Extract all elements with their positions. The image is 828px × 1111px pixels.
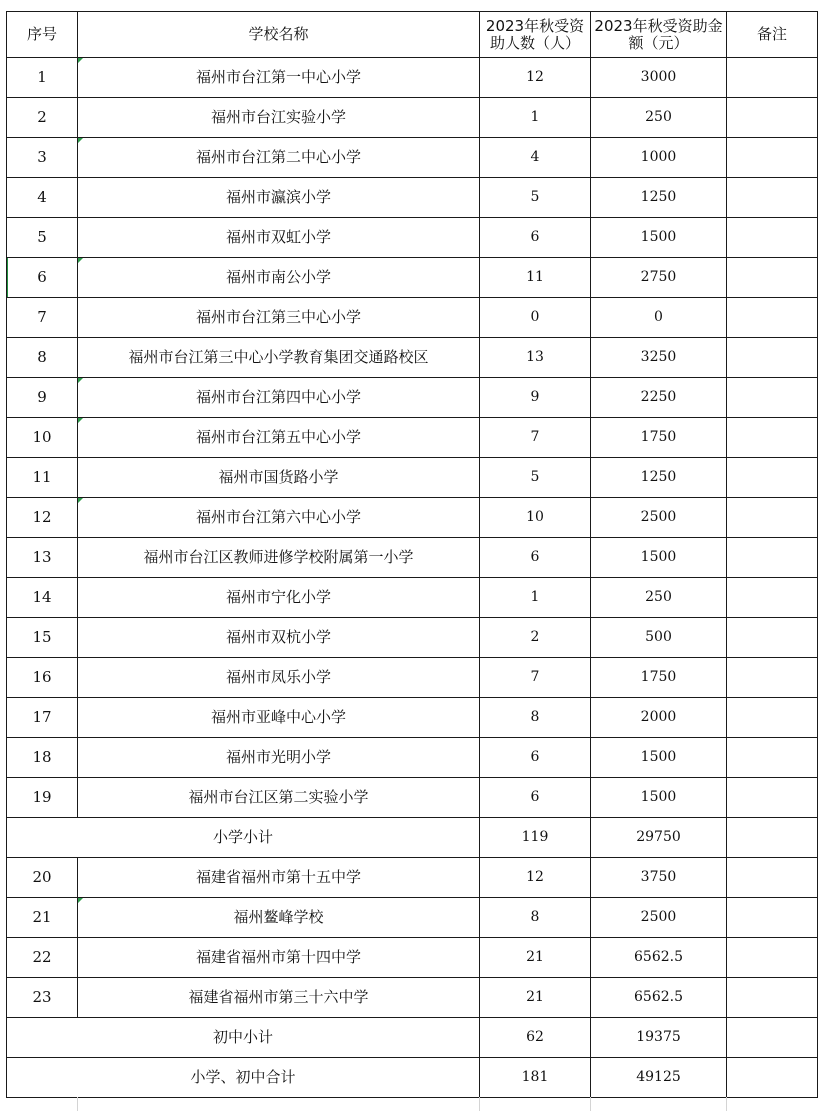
row-index-cell[interactable]: 21 bbox=[7, 898, 78, 938]
remark-cell[interactable] bbox=[727, 378, 818, 418]
subsidized-count-cell[interactable]: 4 bbox=[480, 138, 591, 178]
school-name-cell[interactable] bbox=[78, 258, 480, 298]
header-school-name[interactable]: 学校名称 bbox=[78, 12, 480, 58]
gridline bbox=[590, 1097, 591, 1111]
subsidized-count-cell[interactable]: 6 bbox=[480, 538, 591, 578]
school-name-cell[interactable] bbox=[78, 618, 480, 658]
total-amount-cell[interactable]: 19375 bbox=[591, 1018, 727, 1058]
subsidized-amount-cell[interactable]: 2250 bbox=[591, 378, 727, 418]
school-name-text: 福州市凤乐小学 bbox=[225, 668, 331, 686]
remark-cell[interactable] bbox=[727, 178, 818, 218]
subsidized-amount-cell[interactable]: 3000 bbox=[591, 58, 727, 98]
table-row bbox=[7, 978, 818, 1018]
table-row bbox=[7, 298, 818, 338]
remark-cell[interactable] bbox=[727, 138, 818, 178]
school-name-text: 福州市台江第二中心小学 bbox=[195, 148, 361, 166]
subsidized-amount-cell[interactable]: 0 bbox=[591, 298, 727, 338]
header-index[interactable]: 序号 bbox=[7, 12, 78, 58]
subsidized-count-cell[interactable]: 13 bbox=[480, 338, 591, 378]
subsidized-count-cell[interactable]: 12 bbox=[480, 858, 591, 898]
row-index-text: 6 bbox=[37, 268, 47, 286]
row-index-cell[interactable]: 5 bbox=[7, 218, 78, 258]
school-name-cell[interactable] bbox=[78, 218, 480, 258]
subsidized-count-cell[interactable]: 8 bbox=[480, 898, 591, 938]
remark-cell[interactable] bbox=[727, 538, 818, 578]
comment-marker-icon bbox=[78, 58, 83, 63]
gridline bbox=[726, 1097, 727, 1111]
subsidized-amount-cell[interactable]: 1250 bbox=[591, 458, 727, 498]
school-name-text: 福州市台江区教师进修学校附属第一小学 bbox=[143, 548, 414, 566]
subsidized-amount-cell[interactable]: 6562.5 bbox=[591, 938, 727, 978]
school-name-cell[interactable] bbox=[78, 418, 480, 458]
subsidized-count-cell[interactable]: 5 bbox=[480, 178, 591, 218]
remark-cell[interactable] bbox=[727, 1058, 818, 1098]
remark-cell[interactable] bbox=[727, 898, 818, 938]
school-name-cell[interactable] bbox=[78, 58, 480, 98]
subsidized-amount-cell[interactable]: 1500 bbox=[591, 778, 727, 818]
school-name-cell[interactable] bbox=[78, 538, 480, 578]
school-name-cell[interactable] bbox=[78, 338, 480, 378]
subsidized-count-cell[interactable]: 1 bbox=[480, 98, 591, 138]
subsidized-count-cell[interactable]: 0 bbox=[480, 298, 591, 338]
school-name-cell[interactable] bbox=[78, 978, 480, 1018]
table-row bbox=[7, 98, 818, 138]
subsidized-amount-cell[interactable]: 2500 bbox=[591, 898, 727, 938]
row-index-cell[interactable]: 15 bbox=[7, 618, 78, 658]
total-label-cell[interactable]: 小学、初中合计 bbox=[7, 1058, 480, 1098]
school-name-text: 福州市台江第六中心小学 bbox=[195, 508, 361, 526]
subsidized-amount-cell[interactable]: 3250 bbox=[591, 338, 727, 378]
remark-cell[interactable] bbox=[727, 698, 818, 738]
comment-marker-icon bbox=[78, 258, 83, 263]
school-name-text: 福州市双杭小学 bbox=[225, 628, 331, 646]
comment-marker-icon bbox=[78, 498, 83, 503]
row-index-cell[interactable]: 16 bbox=[7, 658, 78, 698]
remark-cell[interactable] bbox=[727, 778, 818, 818]
subsidized-amount-cell[interactable]: 2750 bbox=[591, 258, 727, 298]
school-name-text: 福建省福州市第十五中学 bbox=[195, 868, 361, 886]
table-row bbox=[7, 338, 818, 378]
total-amount-cell[interactable]: 29750 bbox=[591, 818, 727, 858]
total-label-cell[interactable]: 初中小计 bbox=[7, 1018, 480, 1058]
subsidy-table bbox=[6, 11, 818, 1098]
row-index-cell[interactable]: 14 bbox=[7, 578, 78, 618]
table-row bbox=[7, 738, 818, 778]
gridline bbox=[77, 1097, 78, 1111]
subsidized-count-cell[interactable]: 11 bbox=[480, 258, 591, 298]
comment-marker-icon bbox=[78, 138, 83, 143]
subsidized-count-cell[interactable]: 21 bbox=[480, 978, 591, 1018]
school-name-text: 福建省福州市第十四中学 bbox=[195, 948, 361, 966]
remark-cell[interactable] bbox=[727, 938, 818, 978]
table-row bbox=[7, 898, 818, 938]
school-name-cell[interactable] bbox=[78, 378, 480, 418]
subsidized-amount-cell[interactable]: 1500 bbox=[591, 738, 727, 778]
remark-cell[interactable] bbox=[727, 618, 818, 658]
subsidized-count-cell[interactable]: 6 bbox=[480, 738, 591, 778]
remark-cell[interactable] bbox=[727, 978, 818, 1018]
row-index-cell[interactable]: 22 bbox=[7, 938, 78, 978]
subsidized-count-cell[interactable]: 9 bbox=[480, 378, 591, 418]
table-row bbox=[7, 578, 818, 618]
table-row bbox=[7, 938, 818, 978]
comment-marker-icon bbox=[78, 898, 83, 903]
school-name-cell[interactable] bbox=[78, 98, 480, 138]
row-index-cell[interactable]: 3 bbox=[7, 138, 78, 178]
table-row bbox=[7, 218, 818, 258]
row-index-cell[interactable]: 17 bbox=[7, 698, 78, 738]
remark-cell[interactable] bbox=[727, 298, 818, 338]
subsidized-count-cell[interactable]: 6 bbox=[480, 218, 591, 258]
grand-total-row bbox=[7, 1058, 818, 1098]
gridline bbox=[479, 1097, 480, 1111]
row-index-cell[interactable]: 1 bbox=[7, 58, 78, 98]
subsidized-amount-cell[interactable]: 250 bbox=[591, 98, 727, 138]
row-index-cell[interactable] bbox=[7, 258, 78, 298]
school-name-text: 福州市双虹小学 bbox=[225, 228, 331, 246]
subsidized-count-cell[interactable]: 1 bbox=[480, 578, 591, 618]
row-index-cell[interactable]: 2 bbox=[7, 98, 78, 138]
school-name-text: 福州市亚峰中心小学 bbox=[210, 708, 346, 726]
table-row bbox=[7, 778, 818, 818]
school-name-text: 福州市台江第五中心小学 bbox=[195, 428, 361, 446]
school-name-cell[interactable] bbox=[78, 138, 480, 178]
subsidized-amount-cell[interactable]: 1750 bbox=[591, 658, 727, 698]
table-row bbox=[7, 658, 818, 698]
remark-cell[interactable] bbox=[727, 858, 818, 898]
subsidized-amount-cell[interactable]: 250 bbox=[591, 578, 727, 618]
subsidized-amount-cell[interactable]: 3750 bbox=[591, 858, 727, 898]
table-row bbox=[7, 378, 818, 418]
subsidized-count-cell[interactable]: 8 bbox=[480, 698, 591, 738]
subsidized-amount-cell[interactable]: 500 bbox=[591, 618, 727, 658]
school-name-text: 福州市国货路小学 bbox=[218, 468, 339, 486]
subsidized-count-cell[interactable]: 10 bbox=[480, 498, 591, 538]
header-remark[interactable]: 备注 bbox=[727, 12, 818, 58]
table-row bbox=[7, 58, 818, 98]
total-count-cell[interactable]: 62 bbox=[480, 1018, 591, 1058]
primary-subtotal-row bbox=[7, 818, 818, 858]
remark-cell[interactable] bbox=[727, 738, 818, 778]
school-name-text: 福建省福州市第三十六中学 bbox=[188, 988, 369, 1006]
school-name-text: 福州市台江第三中心小学教育集团交通路校区 bbox=[128, 348, 429, 366]
row-index-cell[interactable]: 13 bbox=[7, 538, 78, 578]
table-row bbox=[7, 138, 818, 178]
row-index-cell[interactable]: 23 bbox=[7, 978, 78, 1018]
remark-cell[interactable] bbox=[727, 98, 818, 138]
subsidized-amount-cell[interactable]: 1500 bbox=[591, 218, 727, 258]
table-row bbox=[7, 538, 818, 578]
school-name-cell[interactable] bbox=[78, 658, 480, 698]
subsidized-amount-cell[interactable]: 2500 bbox=[591, 498, 727, 538]
remark-cell[interactable] bbox=[727, 418, 818, 458]
school-name-cell[interactable] bbox=[78, 458, 480, 498]
school-name-text: 福州市台江区第二实验小学 bbox=[188, 788, 369, 806]
comment-marker-icon bbox=[78, 378, 83, 383]
row-index-cell[interactable]: 12 bbox=[7, 498, 78, 538]
subsidized-amount-cell[interactable]: 6562.5 bbox=[591, 978, 727, 1018]
school-name-text: 福州市光明小学 bbox=[225, 748, 331, 766]
header-subsidized-amount[interactable]: 2023年秋受资助金额（元） bbox=[591, 12, 727, 58]
table-row bbox=[7, 258, 818, 298]
row-index-cell[interactable]: 4 bbox=[7, 178, 78, 218]
total-count-cell[interactable]: 181 bbox=[480, 1058, 591, 1098]
row-index-cell[interactable]: 9 bbox=[7, 378, 78, 418]
school-name-cell[interactable] bbox=[78, 178, 480, 218]
remark-cell[interactable] bbox=[727, 258, 818, 298]
school-name-cell[interactable] bbox=[78, 938, 480, 978]
school-name-cell[interactable] bbox=[78, 738, 480, 778]
school-name-cell[interactable] bbox=[78, 498, 480, 538]
school-name-cell[interactable] bbox=[78, 898, 480, 938]
school-name-text: 福州市南公小学 bbox=[225, 268, 331, 286]
school-name-cell[interactable] bbox=[78, 778, 480, 818]
table-row bbox=[7, 498, 818, 538]
row-index-cell[interactable]: 11 bbox=[7, 458, 78, 498]
middle-subtotal-row bbox=[7, 1018, 818, 1058]
header-subsidized-count[interactable]: 2023年秋受资助人数（人） bbox=[480, 12, 591, 58]
school-name-cell[interactable] bbox=[78, 698, 480, 738]
total-count-cell[interactable]: 119 bbox=[480, 818, 591, 858]
subsidized-amount-cell[interactable]: 2000 bbox=[591, 698, 727, 738]
table-row bbox=[7, 698, 818, 738]
subsidized-count-cell[interactable]: 5 bbox=[480, 458, 591, 498]
subsidized-amount-cell[interactable]: 1000 bbox=[591, 138, 727, 178]
row-index-cell[interactable]: 10 bbox=[7, 418, 78, 458]
remark-cell[interactable] bbox=[727, 658, 818, 698]
school-name-cell[interactable] bbox=[78, 858, 480, 898]
remark-cell[interactable] bbox=[727, 578, 818, 618]
table-row bbox=[7, 418, 818, 458]
subsidized-amount-cell[interactable]: 1250 bbox=[591, 178, 727, 218]
subsidized-count-cell[interactable]: 7 bbox=[480, 658, 591, 698]
comment-marker-icon bbox=[78, 418, 83, 423]
table-row bbox=[7, 458, 818, 498]
table-row bbox=[7, 178, 818, 218]
subsidized-count-cell[interactable]: 6 bbox=[480, 778, 591, 818]
remark-cell[interactable] bbox=[727, 218, 818, 258]
header-row bbox=[7, 12, 818, 58]
remark-cell[interactable] bbox=[727, 818, 818, 858]
row-index-cell[interactable]: 8 bbox=[7, 338, 78, 378]
remark-cell[interactable] bbox=[727, 458, 818, 498]
row-index-cell[interactable]: 7 bbox=[7, 298, 78, 338]
row-index-cell[interactable]: 18 bbox=[7, 738, 78, 778]
remark-cell[interactable] bbox=[727, 1018, 818, 1058]
remark-cell[interactable] bbox=[727, 58, 818, 98]
subsidized-count-cell[interactable]: 7 bbox=[480, 418, 591, 458]
total-amount-cell[interactable]: 49125 bbox=[591, 1058, 727, 1098]
subsidized-amount-cell[interactable]: 1750 bbox=[591, 418, 727, 458]
remark-cell[interactable] bbox=[727, 498, 818, 538]
school-name-text: 福州市瀛滨小学 bbox=[225, 188, 331, 206]
school-name-text: 福州市台江第三中心小学 bbox=[195, 308, 361, 326]
table-row bbox=[7, 858, 818, 898]
row-index-cell[interactable]: 20 bbox=[7, 858, 78, 898]
row-index-cell[interactable]: 19 bbox=[7, 778, 78, 818]
selection-edge bbox=[7, 258, 9, 298]
school-name-text: 福州市台江实验小学 bbox=[210, 108, 346, 126]
school-name-cell[interactable] bbox=[78, 298, 480, 338]
school-name-text: 福州鳌峰学校 bbox=[233, 908, 324, 926]
school-name-text: 福州市宁化小学 bbox=[225, 588, 331, 606]
subsidized-count-cell[interactable]: 21 bbox=[480, 938, 591, 978]
subsidized-count-cell[interactable]: 12 bbox=[480, 58, 591, 98]
table-row bbox=[7, 618, 818, 658]
total-label-cell[interactable]: 小学小计 bbox=[7, 818, 480, 858]
school-name-cell[interactable] bbox=[78, 578, 480, 618]
school-name-text: 福州市台江第四中心小学 bbox=[195, 388, 361, 406]
remark-cell[interactable] bbox=[727, 338, 818, 378]
school-name-text: 福州市台江第一中心小学 bbox=[195, 68, 361, 86]
subsidized-amount-cell[interactable]: 1500 bbox=[591, 538, 727, 578]
subsidized-count-cell[interactable]: 2 bbox=[480, 618, 591, 658]
